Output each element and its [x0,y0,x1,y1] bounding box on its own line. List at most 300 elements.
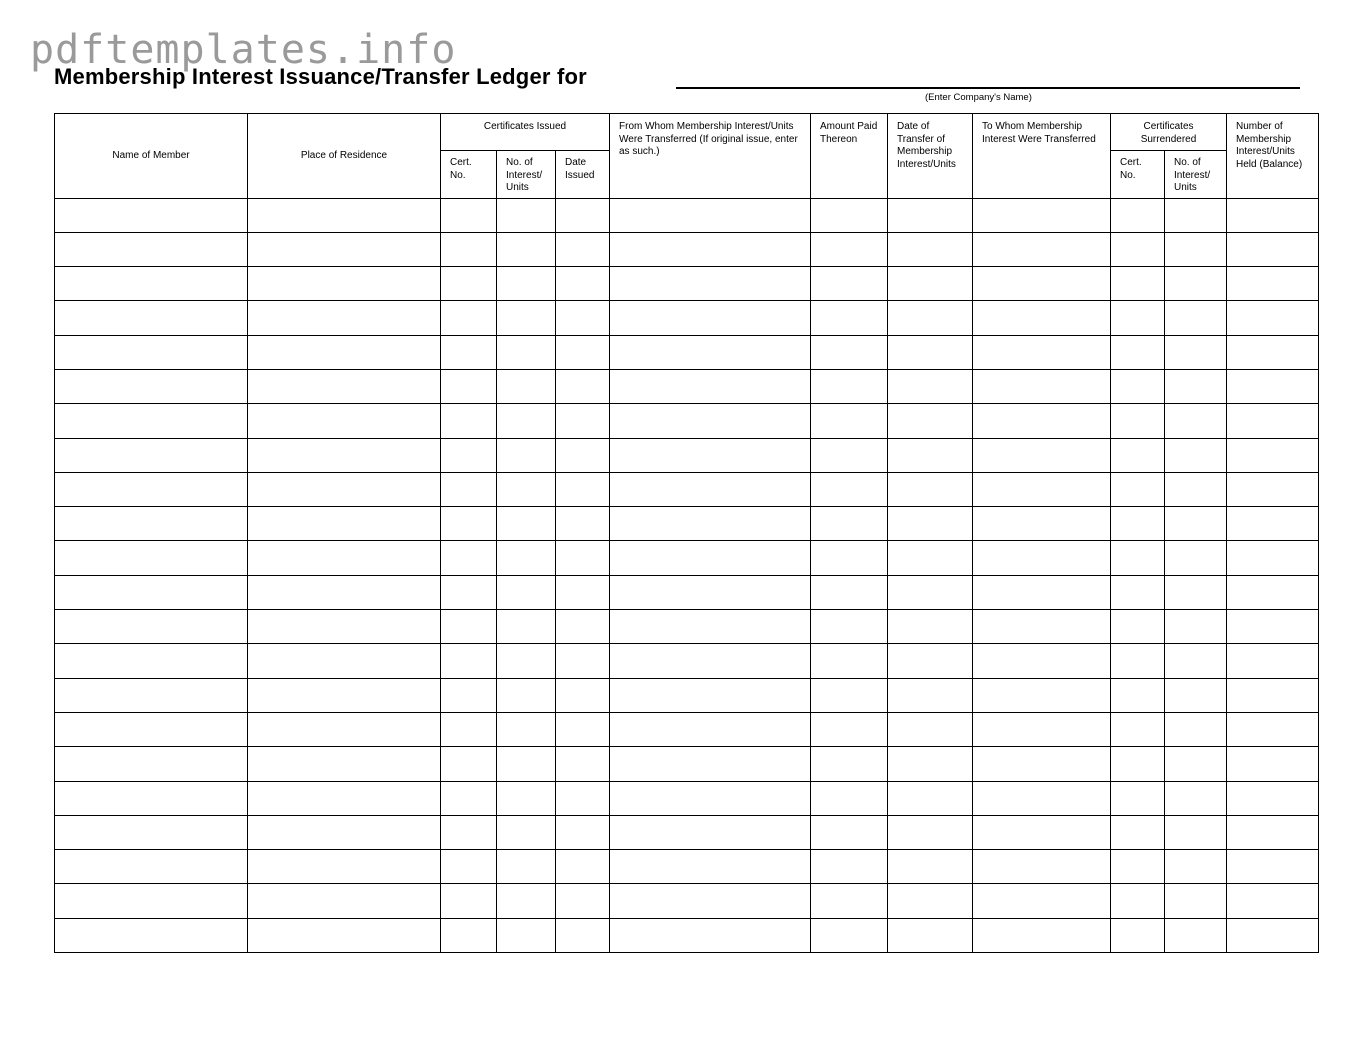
cell-place-of-residence[interactable] [248,918,441,952]
table-row [55,198,1319,232]
cell-date-issued[interactable] [556,918,610,952]
cell-date-issued[interactable] [556,815,610,849]
cell-name-of-member[interactable] [55,541,248,575]
cell-cert-no[interactable] [441,301,497,335]
cell-date-issued[interactable] [556,678,610,712]
cell-cert-no[interactable] [441,781,497,815]
cell-place-of-residence[interactable] [248,198,441,232]
cell-date-issued[interactable] [556,232,610,266]
cell-to-whom[interactable] [973,301,1111,335]
cell-to-whom[interactable] [973,918,1111,952]
cell-no-of-interest-units[interactable] [497,232,556,266]
cell-no-of-interest-units[interactable] [497,472,556,506]
cell-place-of-residence[interactable] [248,267,441,301]
cell-from-whom[interactable] [610,335,811,369]
cell-date-of-transfer[interactable] [888,644,973,678]
cell-date-of-transfer[interactable] [888,541,973,575]
table-row [55,918,1319,952]
cell-cert-no[interactable] [441,198,497,232]
cell-cert-no[interactable] [441,335,497,369]
cell-name-of-member[interactable] [55,918,248,952]
cell-name-of-member[interactable] [55,850,248,884]
cell-no-of-interest-units-surrendered[interactable] [1165,232,1227,266]
cell-cert-no[interactable] [441,575,497,609]
cell-number-held[interactable] [1227,232,1319,266]
cell-no-of-interest-units-surrendered[interactable] [1165,747,1227,781]
cell-to-whom[interactable] [973,335,1111,369]
cell-place-of-residence[interactable] [248,884,441,918]
cell-date-issued[interactable] [556,712,610,746]
cell-cert-no[interactable] [441,815,497,849]
cell-to-whom[interactable] [973,369,1111,403]
cell-cert-no[interactable] [441,404,497,438]
cell-no-of-interest-units[interactable] [497,884,556,918]
cell-number-held[interactable] [1227,335,1319,369]
cell-no-of-interest-units[interactable] [497,335,556,369]
cell-cert-no-surrendered[interactable] [1111,747,1165,781]
cell-number-held[interactable] [1227,404,1319,438]
cell-to-whom[interactable] [973,644,1111,678]
cell-date-of-transfer[interactable] [888,301,973,335]
cell-from-whom[interactable] [610,198,811,232]
cell-amount-paid[interactable] [811,712,888,746]
header-certificates-issued: Certificates Issued [441,114,610,151]
cell-no-of-interest-units-surrendered[interactable] [1165,472,1227,506]
cell-amount-paid[interactable] [811,610,888,644]
cell-to-whom[interactable] [973,575,1111,609]
table-row [55,267,1319,301]
cell-cert-no-surrendered[interactable] [1111,267,1165,301]
cell-amount-paid[interactable] [811,472,888,506]
cell-no-of-interest-units[interactable] [497,438,556,472]
table-row [55,644,1319,678]
company-name-caption: (Enter Company's Name) [925,92,1032,103]
cell-name-of-member[interactable] [55,232,248,266]
table-row [55,438,1319,472]
cell-to-whom[interactable] [973,438,1111,472]
table-row [55,884,1319,918]
cell-date-of-transfer[interactable] [888,884,973,918]
cell-place-of-residence[interactable] [248,301,441,335]
cell-no-of-interest-units[interactable] [497,575,556,609]
header-date-issued: Date Issued [556,151,610,199]
header-cert-no-surrendered: Cert. No. [1111,151,1165,199]
cell-cert-no-surrendered[interactable] [1111,678,1165,712]
cell-amount-paid[interactable] [811,918,888,952]
cell-name-of-member[interactable] [55,301,248,335]
cell-date-issued[interactable] [556,610,610,644]
cell-cert-no[interactable] [441,884,497,918]
cell-no-of-interest-units-surrendered[interactable] [1165,575,1227,609]
cell-number-held[interactable] [1227,747,1319,781]
cell-cert-no[interactable] [441,232,497,266]
cell-no-of-interest-units-surrendered[interactable] [1165,198,1227,232]
cell-cert-no[interactable] [441,678,497,712]
table-row [55,850,1319,884]
cell-cert-no-surrendered[interactable] [1111,781,1165,815]
cell-date-of-transfer[interactable] [888,678,973,712]
cell-date-of-transfer[interactable] [888,198,973,232]
cell-no-of-interest-units-surrendered[interactable] [1165,610,1227,644]
cell-no-of-interest-units-surrendered[interactable] [1165,507,1227,541]
cell-no-of-interest-units-surrendered[interactable] [1165,678,1227,712]
cell-date-of-transfer[interactable] [888,404,973,438]
cell-number-held[interactable] [1227,815,1319,849]
cell-from-whom[interactable] [610,541,811,575]
cell-place-of-residence[interactable] [248,610,441,644]
cell-date-issued[interactable] [556,369,610,403]
cell-date-issued[interactable] [556,781,610,815]
cell-amount-paid[interactable] [811,815,888,849]
cell-cert-no[interactable] [441,918,497,952]
cell-to-whom[interactable] [973,610,1111,644]
cell-from-whom[interactable] [610,678,811,712]
cell-cert-no[interactable] [441,541,497,575]
cell-name-of-member[interactable] [55,815,248,849]
cell-place-of-residence[interactable] [248,678,441,712]
cell-cert-no-surrendered[interactable] [1111,712,1165,746]
table-row [55,747,1319,781]
header-cert-no: Cert. No. [441,151,497,199]
cell-number-held[interactable] [1227,198,1319,232]
cell-from-whom[interactable] [610,301,811,335]
cell-place-of-residence[interactable] [248,507,441,541]
cell-name-of-member[interactable] [55,335,248,369]
cell-no-of-interest-units[interactable] [497,507,556,541]
cell-cert-no-surrendered[interactable] [1111,369,1165,403]
cell-amount-paid[interactable] [811,198,888,232]
cell-number-held[interactable] [1227,918,1319,952]
table-row [55,335,1319,369]
cell-cert-no-surrendered[interactable] [1111,301,1165,335]
cell-name-of-member[interactable] [55,884,248,918]
cell-no-of-interest-units[interactable] [497,610,556,644]
cell-date-of-transfer[interactable] [888,472,973,506]
cell-no-of-interest-units-surrendered[interactable] [1165,712,1227,746]
cell-no-of-interest-units-surrendered[interactable] [1165,335,1227,369]
cell-cert-no-surrendered[interactable] [1111,541,1165,575]
cell-date-issued[interactable] [556,884,610,918]
cell-date-of-transfer[interactable] [888,610,973,644]
cell-date-issued[interactable] [556,267,610,301]
cell-place-of-residence[interactable] [248,575,441,609]
cell-no-of-interest-units-surrendered[interactable] [1165,541,1227,575]
cell-name-of-member[interactable] [55,781,248,815]
cell-from-whom[interactable] [610,369,811,403]
cell-cert-no[interactable] [441,712,497,746]
cell-cert-no-surrendered[interactable] [1111,472,1165,506]
cell-from-whom[interactable] [610,747,811,781]
cell-to-whom[interactable] [973,884,1111,918]
table-row [55,472,1319,506]
cell-from-whom[interactable] [610,884,811,918]
cell-place-of-residence[interactable] [248,472,441,506]
cell-cert-no[interactable] [441,610,497,644]
cell-number-held[interactable] [1227,575,1319,609]
cell-name-of-member[interactable] [55,267,248,301]
cell-to-whom[interactable] [973,541,1111,575]
cell-number-held[interactable] [1227,712,1319,746]
table-row [55,815,1319,849]
cell-to-whom[interactable] [973,747,1111,781]
cell-from-whom[interactable] [610,610,811,644]
cell-cert-no[interactable] [441,369,497,403]
cell-date-issued[interactable] [556,541,610,575]
cell-cert-no-surrendered[interactable] [1111,850,1165,884]
cell-place-of-residence[interactable] [248,850,441,884]
cell-from-whom[interactable] [610,404,811,438]
cell-cert-no[interactable] [441,850,497,884]
cell-amount-paid[interactable] [811,507,888,541]
cell-number-held[interactable] [1227,301,1319,335]
cell-to-whom[interactable] [973,507,1111,541]
cell-to-whom[interactable] [973,232,1111,266]
cell-no-of-interest-units[interactable] [497,369,556,403]
cell-date-of-transfer[interactable] [888,850,973,884]
header-date-of-transfer: Date of Transfer of Membership Interest/Units [888,114,973,199]
cell-to-whom[interactable] [973,267,1111,301]
cell-place-of-residence[interactable] [248,369,441,403]
cell-to-whom[interactable] [973,781,1111,815]
cell-no-of-interest-units[interactable] [497,918,556,952]
cell-date-issued[interactable] [556,644,610,678]
table-row [55,575,1319,609]
cell-number-held[interactable] [1227,781,1319,815]
cell-name-of-member[interactable] [55,369,248,403]
cell-from-whom[interactable] [610,472,811,506]
table-row [55,541,1319,575]
cell-date-of-transfer[interactable] [888,815,973,849]
cell-no-of-interest-units-surrendered[interactable] [1165,404,1227,438]
cell-amount-paid[interactable] [811,404,888,438]
cell-number-held[interactable] [1227,541,1319,575]
cell-place-of-residence[interactable] [248,781,441,815]
cell-cert-no-surrendered[interactable] [1111,335,1165,369]
cell-no-of-interest-units[interactable] [497,815,556,849]
cell-name-of-member[interactable] [55,575,248,609]
cell-number-held[interactable] [1227,438,1319,472]
cell-name-of-member[interactable] [55,747,248,781]
cell-from-whom[interactable] [610,438,811,472]
cell-name-of-member[interactable] [55,712,248,746]
page-title: Membership Interest Issuance/Transfer Ledger for [54,64,587,89]
cell-to-whom[interactable] [973,712,1111,746]
cell-from-whom[interactable] [610,507,811,541]
cell-cert-no[interactable] [441,644,497,678]
table-row [55,369,1319,403]
cell-from-whom[interactable] [610,232,811,266]
cell-no-of-interest-units-surrendered[interactable] [1165,438,1227,472]
cell-no-of-interest-units-surrendered[interactable] [1165,267,1227,301]
cell-no-of-interest-units[interactable] [497,747,556,781]
header-number-held: Number of Membership Interest/Units Held (Balance) [1227,114,1319,199]
cell-date-of-transfer[interactable] [888,369,973,403]
cell-from-whom[interactable] [610,712,811,746]
cell-no-of-interest-units-surrendered[interactable] [1165,884,1227,918]
table-row [55,404,1319,438]
cell-from-whom[interactable] [610,267,811,301]
cell-amount-paid[interactable] [811,781,888,815]
cell-cert-no-surrendered[interactable] [1111,232,1165,266]
ledger-table [54,113,1319,953]
cell-number-held[interactable] [1227,644,1319,678]
cell-no-of-interest-units-surrendered[interactable] [1165,644,1227,678]
cell-number-held[interactable] [1227,678,1319,712]
cell-date-issued[interactable] [556,472,610,506]
cell-date-of-transfer[interactable] [888,712,973,746]
cell-date-issued[interactable] [556,198,610,232]
cell-amount-paid[interactable] [811,232,888,266]
cell-no-of-interest-units[interactable] [497,301,556,335]
watermark: pdftemplates.info [30,27,457,73]
cell-number-held[interactable] [1227,369,1319,403]
ledger-body [55,198,1319,953]
cell-from-whom[interactable] [610,918,811,952]
table-row [55,678,1319,712]
cell-from-whom[interactable] [610,815,811,849]
cell-name-of-member[interactable] [55,472,248,506]
cell-date-of-transfer[interactable] [888,781,973,815]
cell-to-whom[interactable] [973,472,1111,506]
cell-amount-paid[interactable] [811,747,888,781]
cell-no-of-interest-units-surrendered[interactable] [1165,815,1227,849]
cell-number-held[interactable] [1227,884,1319,918]
cell-date-of-transfer[interactable] [888,575,973,609]
table-row [55,301,1319,335]
cell-date-of-transfer[interactable] [888,918,973,952]
cell-name-of-member[interactable] [55,438,248,472]
cell-no-of-interest-units[interactable] [497,404,556,438]
cell-amount-paid[interactable] [811,335,888,369]
cell-number-held[interactable] [1227,267,1319,301]
cell-number-held[interactable] [1227,850,1319,884]
header-certificates-surrendered: Certificates Surrendered [1111,114,1227,151]
cell-no-of-interest-units-surrendered[interactable] [1165,369,1227,403]
header-no-of-interest-units: No. of Interest/ Units [497,151,556,199]
cell-cert-no-surrendered[interactable] [1111,884,1165,918]
cell-amount-paid[interactable] [811,369,888,403]
cell-cert-no-surrendered[interactable] [1111,198,1165,232]
cell-cert-no-surrendered[interactable] [1111,404,1165,438]
cell-cert-no[interactable] [441,438,497,472]
cell-date-of-transfer[interactable] [888,507,973,541]
cell-cert-no-surrendered[interactable] [1111,918,1165,952]
cell-place-of-residence[interactable] [248,438,441,472]
cell-date-issued[interactable] [556,850,610,884]
cell-amount-paid[interactable] [811,541,888,575]
cell-number-held[interactable] [1227,472,1319,506]
cell-cert-no-surrendered[interactable] [1111,438,1165,472]
cell-to-whom[interactable] [973,198,1111,232]
cell-cert-no-surrendered[interactable] [1111,815,1165,849]
cell-cert-no[interactable] [441,472,497,506]
cell-no-of-interest-units[interactable] [497,712,556,746]
table-row [55,507,1319,541]
cell-name-of-member[interactable] [55,610,248,644]
cell-number-held[interactable] [1227,610,1319,644]
cell-place-of-residence[interactable] [248,541,441,575]
cell-amount-paid[interactable] [811,575,888,609]
cell-to-whom[interactable] [973,815,1111,849]
cell-name-of-member[interactable] [55,644,248,678]
cell-amount-paid[interactable] [811,267,888,301]
header-place-of-residence: Place of Residence [248,114,441,199]
cell-to-whom[interactable] [973,678,1111,712]
cell-date-issued[interactable] [556,507,610,541]
cell-cert-no-surrendered[interactable] [1111,610,1165,644]
cell-date-of-transfer[interactable] [888,438,973,472]
cell-cert-no[interactable] [441,507,497,541]
cell-date-issued[interactable] [556,301,610,335]
cell-amount-paid[interactable] [811,884,888,918]
cell-amount-paid[interactable] [811,438,888,472]
cell-no-of-interest-units[interactable] [497,198,556,232]
cell-cert-no-surrendered[interactable] [1111,644,1165,678]
cell-no-of-interest-units-surrendered[interactable] [1165,850,1227,884]
cell-cert-no[interactable] [441,267,497,301]
cell-date-of-transfer[interactable] [888,335,973,369]
cell-no-of-interest-units[interactable] [497,267,556,301]
cell-no-of-interest-units[interactable] [497,678,556,712]
cell-amount-paid[interactable] [811,644,888,678]
cell-cert-no[interactable] [441,747,497,781]
cell-place-of-residence[interactable] [248,232,441,266]
table-row [55,781,1319,815]
cell-number-held[interactable] [1227,507,1319,541]
cell-place-of-residence[interactable] [248,815,441,849]
cell-from-whom[interactable] [610,575,811,609]
cell-no-of-interest-units[interactable] [497,850,556,884]
cell-amount-paid[interactable] [811,678,888,712]
cell-from-whom[interactable] [610,781,811,815]
cell-no-of-interest-units-surrendered[interactable] [1165,781,1227,815]
cell-name-of-member[interactable] [55,678,248,712]
cell-to-whom[interactable] [973,850,1111,884]
cell-name-of-member[interactable] [55,198,248,232]
cell-no-of-interest-units[interactable] [497,781,556,815]
cell-cert-no-surrendered[interactable] [1111,507,1165,541]
cell-date-issued[interactable] [556,438,610,472]
cell-amount-paid[interactable] [811,301,888,335]
cell-place-of-residence[interactable] [248,404,441,438]
cell-place-of-residence[interactable] [248,712,441,746]
cell-no-of-interest-units-surrendered[interactable] [1165,918,1227,952]
cell-from-whom[interactable] [610,644,811,678]
company-name-field[interactable] [676,87,1300,89]
cell-date-of-transfer[interactable] [888,232,973,266]
cell-amount-paid[interactable] [811,850,888,884]
table-row [55,610,1319,644]
cell-date-of-transfer[interactable] [888,747,973,781]
cell-name-of-member[interactable] [55,507,248,541]
cell-name-of-member[interactable] [55,404,248,438]
cell-date-issued[interactable] [556,575,610,609]
cell-from-whom[interactable] [610,850,811,884]
cell-date-issued[interactable] [556,335,610,369]
cell-no-of-interest-units[interactable] [497,644,556,678]
cell-place-of-residence[interactable] [248,644,441,678]
cell-date-of-transfer[interactable] [888,267,973,301]
cell-place-of-residence[interactable] [248,747,441,781]
cell-date-issued[interactable] [556,404,610,438]
cell-place-of-residence[interactable] [248,335,441,369]
cell-no-of-interest-units-surrendered[interactable] [1165,301,1227,335]
cell-to-whom[interactable] [973,404,1111,438]
cell-cert-no-surrendered[interactable] [1111,575,1165,609]
cell-no-of-interest-units[interactable] [497,541,556,575]
header-amount-paid: Amount Paid Thereon [811,114,888,199]
cell-date-issued[interactable] [556,747,610,781]
